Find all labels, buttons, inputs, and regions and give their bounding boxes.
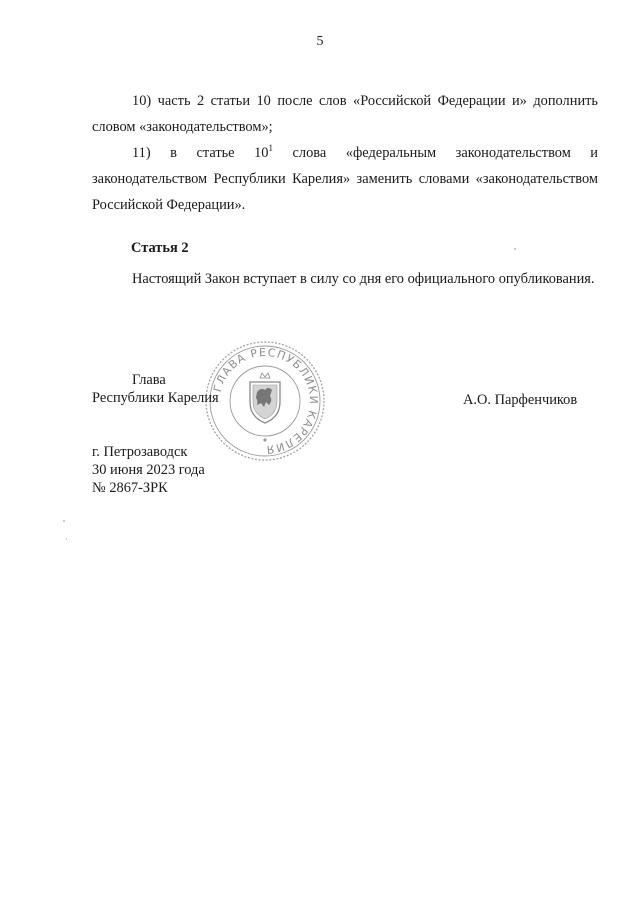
- official-seal-icon: [204, 340, 326, 462]
- signing-place: г. Петрозаводск: [92, 444, 188, 460]
- signing-date: 30 июня 2023 года: [92, 462, 205, 478]
- signatory-title-line-1: Глава: [132, 372, 166, 388]
- article-item-11: [92, 140, 598, 218]
- signatory-title-line-2: Республики Карелия: [92, 390, 219, 406]
- article-2-heading: Статья 2: [131, 240, 189, 256]
- article-2-text: Настоящий Закон вступает в силу со дня его официального опубликования.: [132, 271, 595, 287]
- scan-speck: [514, 248, 516, 250]
- scan-speck: [66, 538, 67, 540]
- scan-speck: [63, 520, 65, 522]
- signatory-name: А.О. Парфенчиков: [463, 392, 578, 408]
- page-number: 5: [316, 34, 324, 49]
- seal-ring-text: ГЛАВА РЕСПУБЛИКИ КАРЕЛИЯ: [210, 345, 321, 457]
- article-item-10: 10) часть 2 статьи 10 после слов «Российской Федерации и» дополнить словом «законодательством»;: [92, 93, 598, 135]
- article-item-11-start: 11) в статье 10: [132, 145, 269, 161]
- law-number: № 2867-ЗРК: [92, 480, 168, 496]
- article-item-11-end: слова «федеральным законодательством и законодательством Республики Карелия» заменить словами «законодательством Российской Федерации».: [92, 145, 599, 213]
- article-item-11-superscript: 1: [268, 143, 273, 154]
